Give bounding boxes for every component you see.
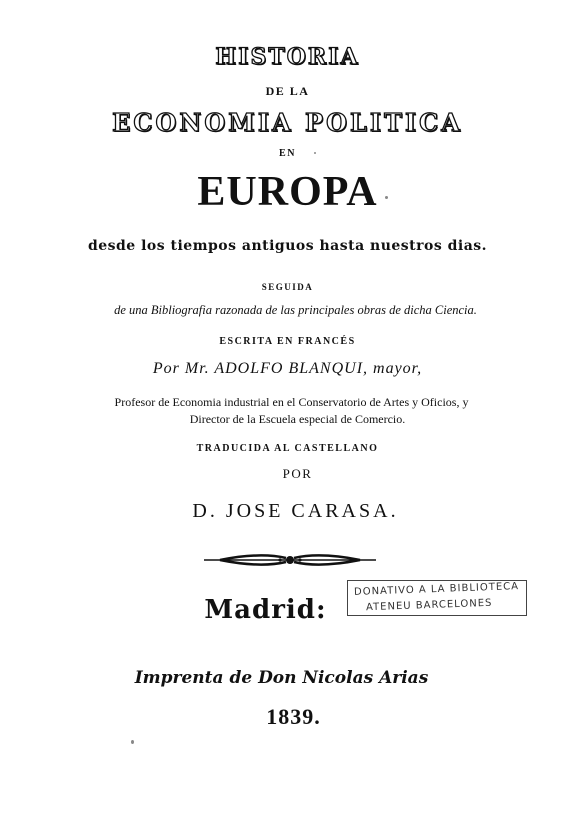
author-title-line1: Profesor de Economia industrial en el Conservatorio de Artes y Oficios, y bbox=[114, 395, 469, 409]
subtitle: desde los tiempos antiguos hasta nuestros dias. bbox=[87, 238, 488, 254]
specks bbox=[314, 152, 316, 154]
stamp-line1: DONATIVO A LA BIBLIOTECA bbox=[353, 581, 520, 598]
author-line: Por Mr. ADOLFO BLANQUI, mayor, bbox=[152, 360, 423, 377]
city-line: Madrid: bbox=[204, 595, 327, 625]
seguida-label: SEGUIDA bbox=[261, 282, 314, 292]
year-line: 1839. bbox=[266, 704, 321, 729]
specks bbox=[131, 740, 134, 744]
specks bbox=[385, 196, 388, 199]
author-title-line2: Director de la Escuela especial de Comercio. bbox=[189, 412, 406, 426]
title-europa: EUROPA bbox=[197, 169, 378, 215]
stamp-line2: ATENEU BARCELONES bbox=[365, 597, 493, 614]
translator-name: D. JOSE CARASA. bbox=[192, 500, 399, 522]
title-economia-politica: ECONOMIA POLITICA bbox=[112, 108, 463, 137]
title-historia: HISTORIA bbox=[215, 44, 360, 70]
ornamental-rule bbox=[200, 548, 380, 572]
por-label: POR bbox=[282, 466, 313, 481]
title-de-la: DE LA bbox=[265, 84, 310, 98]
traducida-label: TRADUCIDA AL CASTELLANO bbox=[196, 443, 379, 454]
bibliografia-line: de una Bibliografia razonada de las principales obras de dicha Ciencia. bbox=[114, 303, 477, 317]
escrita-label: ESCRITA EN FRANCÉS bbox=[219, 336, 356, 347]
title-en: EN bbox=[279, 148, 296, 159]
printer-line: Imprenta de Don Nicolas Arias bbox=[134, 668, 429, 688]
